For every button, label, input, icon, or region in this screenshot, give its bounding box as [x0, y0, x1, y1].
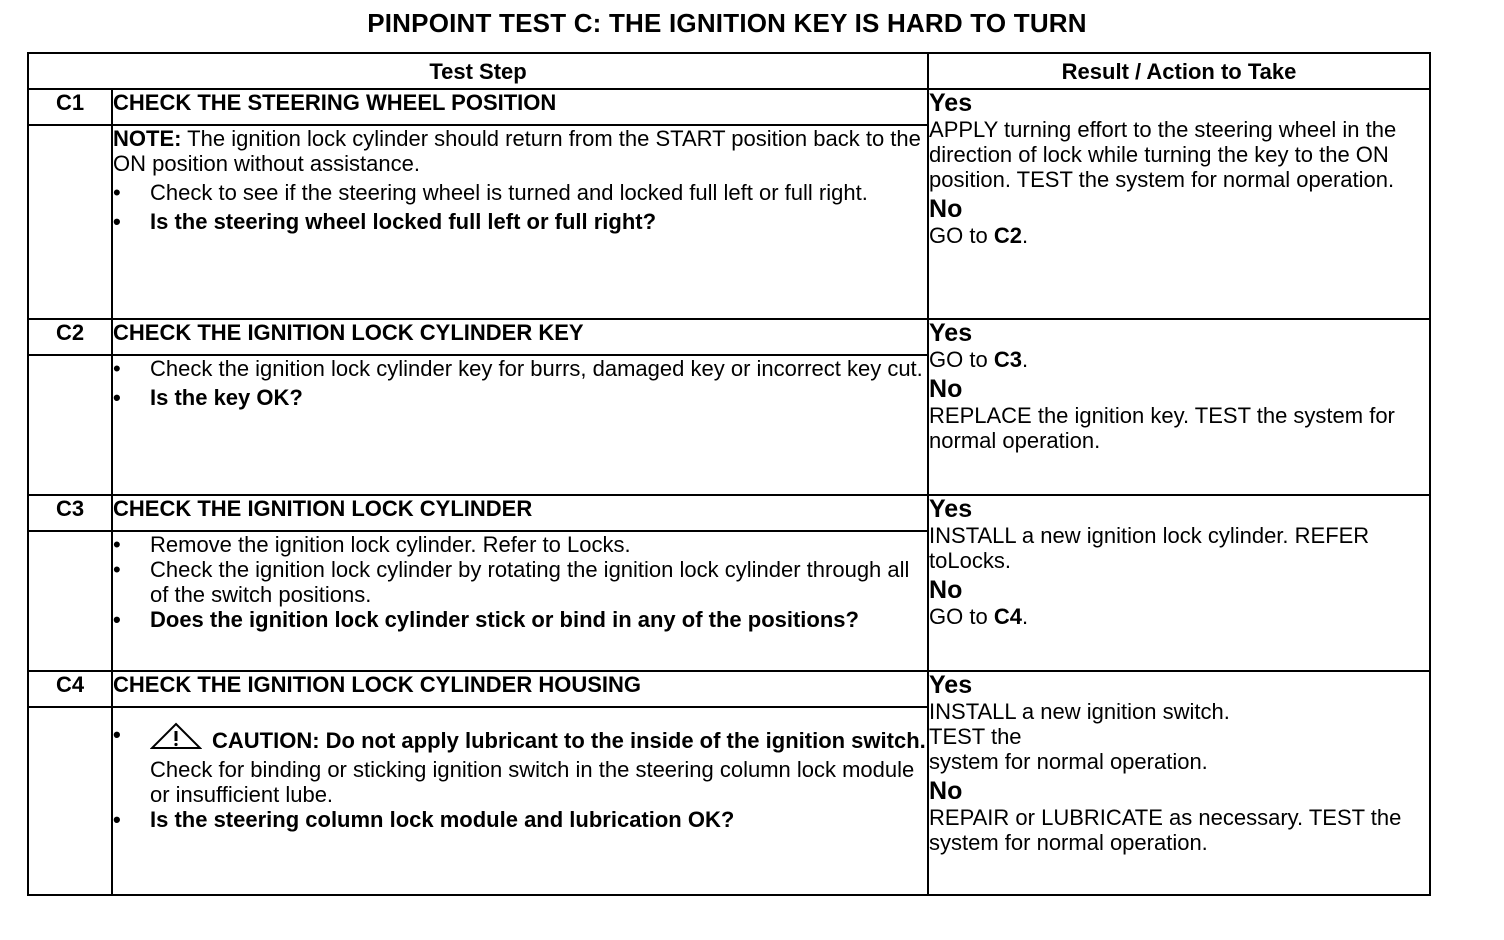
bullet-question: • Is the steering wheel locked full left or full right? [113, 209, 927, 234]
step-id: C3 [28, 495, 112, 531]
bullet-item: • Remove the ignition lock cylinder. Refer to Locks. [113, 532, 927, 557]
no-action: REPLACE the ignition key. TEST the system for normal operation. [929, 403, 1395, 453]
no-action: GO to C2. [929, 223, 1029, 248]
yes-action: GO to C3. [929, 347, 1029, 372]
yes-action-line: INSTALL a new ignition switch. [929, 699, 1230, 724]
caution-detail: Check for binding or sticking ignition switch in the steering column lock module or insufficient lube. [150, 757, 915, 807]
step-result [928, 671, 1430, 895]
step-body [112, 355, 928, 495]
step-result [928, 89, 1430, 319]
yes-label: Yes [929, 671, 973, 699]
note-label: NOTE: [113, 126, 182, 151]
yes-action: APPLY turning effort to the steering wheel in the direction of lock while turning the key to the ON position. TEST the system for normal operation. [929, 117, 1397, 192]
step-heading: CHECK THE IGNITION LOCK CYLINDER HOUSING [112, 671, 928, 707]
step-ref: C2 [993, 223, 1022, 248]
no-label: No [929, 576, 963, 604]
yes-label: Yes [929, 89, 973, 117]
step-heading: CHECK THE IGNITION LOCK CYLINDER KEY [112, 319, 928, 355]
no-action: GO to C4. [929, 604, 1029, 629]
pinpoint-test-table [27, 52, 1431, 896]
step-id: C1 [28, 89, 112, 125]
step-id: C4 [28, 671, 112, 707]
bullet-question: • Does the ignition lock cylinder stick or bind in any of the positions? [113, 607, 927, 632]
step-ref: C3 [993, 347, 1022, 372]
step-id-spacer [28, 707, 112, 895]
step-c1-header-row [28, 89, 1430, 125]
header-test-step: Test Step [28, 53, 928, 89]
bullet-question: • Is the key OK? [113, 385, 927, 410]
step-ref: C4 [993, 604, 1022, 629]
step-id-spacer [28, 531, 112, 671]
header-row [28, 53, 1430, 89]
bullet-question: • Is the steering column lock module and lubrication OK? [113, 807, 927, 832]
bullet-item: • Check the ignition lock cylinder by rotating the ignition lock cylinder through all of the switch positions. [113, 557, 927, 607]
yes-action: INSTALL a new ignition lock cylinder. REFER toLocks. [929, 523, 1370, 573]
yes-label: Yes [929, 495, 973, 523]
step-heading: CHECK THE IGNITION LOCK CYLINDER [112, 495, 928, 531]
step-id-spacer [28, 355, 112, 495]
step-heading: CHECK THE STEERING WHEEL POSITION [112, 89, 928, 125]
caution-text: CAUTION: Do not apply lubricant to the inside of the ignition switch. [212, 728, 926, 753]
step-c3-header-row [28, 495, 1430, 531]
bullet-item: • Check to see if the steering wheel is turned and locked full left or full right. [113, 180, 927, 205]
yes-action-line: TEST the [929, 724, 1022, 749]
step-result [928, 319, 1430, 495]
step-result [928, 495, 1430, 671]
no-label: No [929, 375, 963, 403]
yes-label: Yes [929, 319, 973, 347]
step-id-spacer [28, 125, 112, 319]
step-body [112, 531, 928, 671]
header-result: Result / Action to Take [928, 53, 1430, 89]
yes-action-line: system for normal operation. [929, 749, 1208, 774]
step-body [112, 125, 928, 319]
no-action: REPAIR or LUBRICATE as necessary. TEST the system for normal operation. [929, 805, 1402, 855]
step-c2-header-row [28, 319, 1430, 355]
no-label: No [929, 777, 963, 805]
caution-item [113, 722, 927, 753]
step-body [112, 707, 928, 895]
note: NOTE: The ignition lock cylinder should return from the START position back to the ON position without assistance. [113, 126, 921, 176]
step-id: C2 [28, 319, 112, 355]
page-title: PINPOINT TEST C: THE IGNITION KEY IS HARD TO TURN [367, 8, 1087, 38]
no-label: No [929, 195, 963, 223]
step-c4-header-row [28, 671, 1430, 707]
caution-triangle-icon [150, 722, 202, 750]
bullet-item: • Check the ignition lock cylinder key for burrs, damaged key or incorrect key cut. [113, 356, 927, 381]
